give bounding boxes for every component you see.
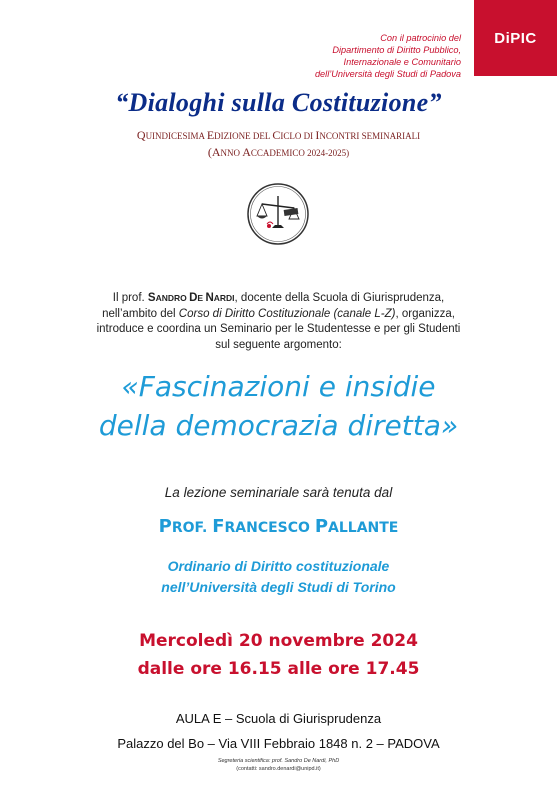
speaker-name-part: P — [158, 516, 172, 537]
patronage-line: Dipartimento di Diritto Pubblico, — [332, 45, 461, 55]
intro-line-4: sul seguente argomento: — [215, 338, 342, 351]
speaker-name-part: ALLANTE — [328, 520, 399, 536]
patronage-line: Internazionale e Comunitario — [343, 57, 461, 67]
subtitle-part: A — [242, 145, 251, 159]
affiliation-line: Ordinario di Diritto costituzionale — [167, 558, 390, 574]
organizer-name-part: S — [147, 292, 156, 304]
subtitle-part: C — [272, 128, 281, 142]
venue-room: AULA E – Scuola di Giurisprudenza — [175, 711, 382, 726]
page-title: “Dialoghi sulla Costituzione” — [115, 88, 442, 117]
event-datetime — [0, 627, 557, 683]
event-time: dalle ore 16.15 alle ore 17.45 — [137, 659, 420, 679]
event-date: Mercoledì 20 novembre 2024 — [139, 631, 418, 651]
subtitle-part: I — [315, 128, 320, 142]
subtitle-part: Q — [136, 128, 146, 142]
subtitle-part: NCONTRI SEMINARIALI — [319, 131, 421, 141]
course-name: Corso di Diritto Costituzionale (canale L-Z) — [178, 307, 396, 320]
intro-text: , organizza, — [395, 307, 455, 320]
organizer-name-part: ANDRO — [155, 293, 190, 303]
secretariat-contact: (contatti: sandro.denardi@unipd.it) — [236, 766, 321, 772]
patronage-line: Con il patrocinio del — [380, 33, 461, 43]
affiliation-line: nell’Università degli Studi di Torino — [161, 579, 396, 595]
patronage-block — [315, 32, 461, 80]
intro-text: Il prof. — [112, 292, 148, 304]
secretariat-note — [0, 757, 557, 773]
organizer-name-part: ARDI — [213, 293, 235, 303]
intro-line-1 — [0, 291, 557, 307]
subtitle-part: NNO — [220, 148, 243, 158]
intro-paragraph — [0, 291, 557, 353]
subtitle-part: ICLO DI — [280, 131, 316, 141]
organizer-name-part: N — [205, 292, 214, 304]
organizer-name-part: D — [189, 292, 198, 304]
venue-address: Palazzo del Bo – Via VIII Febbraio 1848 n. 2 – PADOVA — [117, 736, 440, 751]
subtitle-part: DIZIONE DEL — [214, 131, 273, 141]
intro-line-2 — [0, 307, 557, 323]
dipic-logo — [474, 0, 557, 76]
academic-year-subtitle — [0, 145, 557, 160]
intro-text: , docente della Scuola di Giurisprudenza, — [234, 292, 445, 304]
subtitle-part: (A — [207, 145, 221, 159]
speaker-name-part: ROF. — [171, 520, 213, 536]
event-venue — [0, 706, 557, 756]
speaker-affiliation — [0, 556, 557, 598]
seminar-title-line: «Fascinazioni e insidie — [121, 370, 436, 403]
patronage-line: dell’Università degli Studi di Padova — [314, 69, 461, 79]
intro-text: nell’ambito del — [102, 307, 179, 320]
speaker-name-part: P — [314, 516, 329, 537]
scales-of-justice-icon — [246, 182, 310, 246]
speaker-name — [0, 516, 557, 537]
dipic-logo-text: DiPIC — [494, 29, 537, 47]
lecture-by-text: La lezione seminariale sarà tenuta dal — [164, 485, 393, 500]
seminar-title-line: della democrazia diretta» — [98, 409, 459, 442]
seminar-title — [0, 367, 557, 445]
subtitle-part: UINDICESIMA — [145, 131, 207, 141]
subtitle-part: E — [206, 128, 215, 142]
secretariat-line: Segreteria scientifica: prof. Sandro De Nardi, PhD — [217, 758, 340, 764]
subtitle-part: CCADEMICO 2024-2025) — [250, 148, 350, 158]
speaker-name-part: F — [212, 516, 225, 537]
edition-subtitle — [0, 128, 557, 143]
organizer-name-part: E — [197, 293, 206, 303]
intro-line-3: introduce e coordina un Seminario per le Studentesse e per gli Studenti — [96, 323, 461, 335]
speaker-name-part: RANCESCO — [224, 520, 315, 536]
